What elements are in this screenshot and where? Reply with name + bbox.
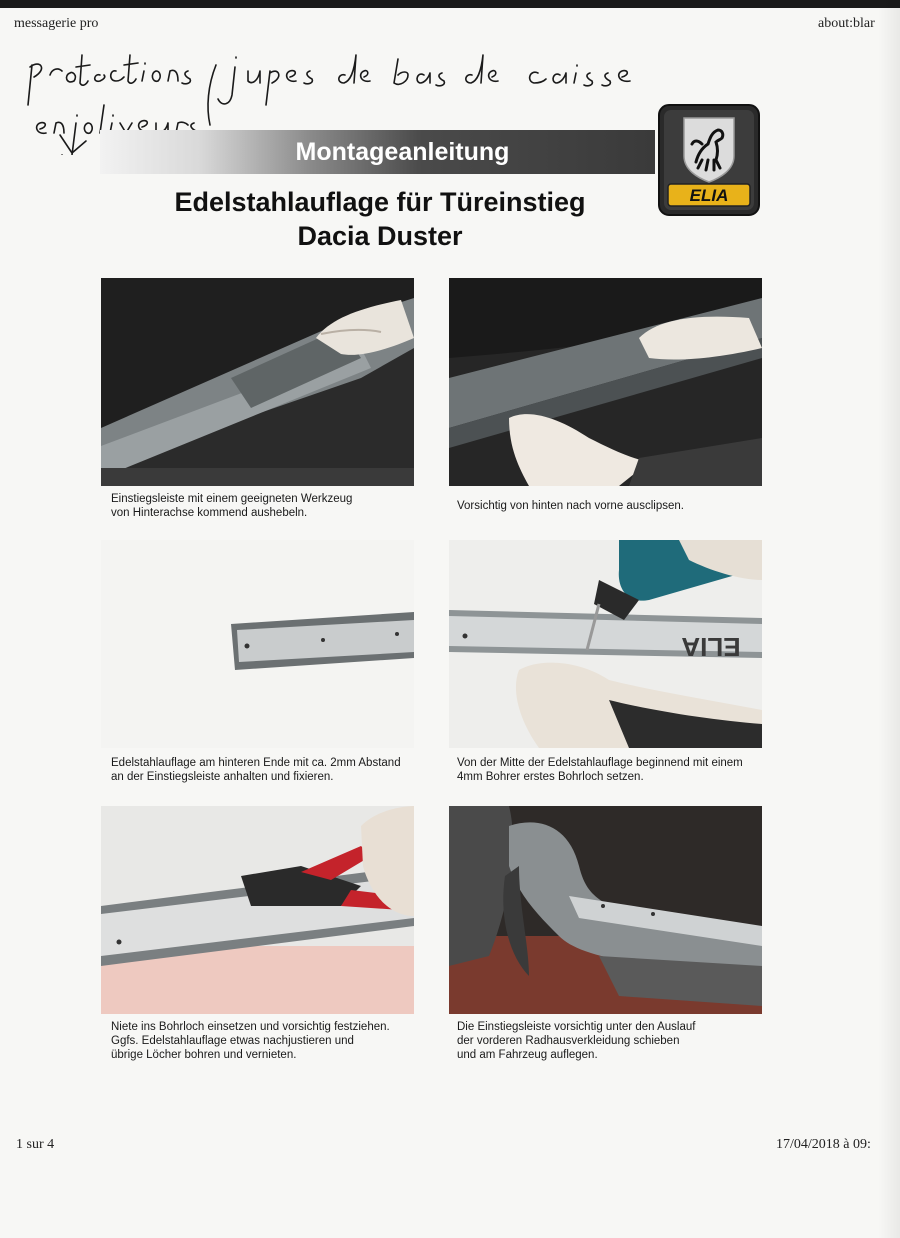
banner-title: Montageanleitung [295,137,510,166]
step-4-caption [457,756,777,784]
document-subtitle: Dacia Duster [297,221,463,251]
step-4-caption-line-1: Von der Mitte der Edelstahlauflage beginnend mit einem [457,757,743,769]
step-1-caption [111,492,431,520]
print-footer-page: 1 sur 4 [16,1137,55,1152]
step-6-photo [449,806,762,1014]
step-1-caption-line-2: von Hinterachse kommend aushebeln. [111,507,308,519]
step-5-caption-line-3: übrige Löcher bohren und vernieten. [111,1049,297,1061]
step-2-caption-line-1: Vorsichtig von hinten nach vorne ausclipsen. [457,500,684,512]
step-1-caption-line-1: Einstiegsleiste mit einem geeigneten Werkzeug [111,493,353,505]
print-footer-date: 17/04/2018 à 09: [776,1137,871,1152]
step-6-caption [457,1020,777,1062]
step-4-caption-line-2: 4mm Bohrer erstes Bohrloch setzen. [457,771,644,783]
step-5-caption [111,1020,431,1062]
step-3-caption-line-1: Edelstahlauflage am hinteren Ende mit ca. 2mm Abstand [111,757,401,769]
step-5-photo [101,806,414,1014]
step-6-caption-line-3: und am Fahrzeug auflegen. [457,1049,598,1061]
logo-text: ELIA [689,186,729,205]
step-5-caption-line-2: Ggfs. Edelstahlauflage etwas nachjustieren und [111,1035,354,1047]
step-1-photo [101,278,414,486]
step-5-caption-line-1: Niete ins Bohrloch einsetzen und vorsichtig festziehen. [111,1021,390,1033]
step-3-photo [101,540,414,748]
step-6-caption-line-2: der vorderen Radhausverkleidung schieben [457,1035,680,1047]
step-2-caption [457,499,777,513]
document-title: Edelstahlauflage für Türeinstieg [174,187,586,217]
step-6-caption-line-1: Die Einstiegsleiste vorsichtig unter den Auslauf [457,1021,696,1033]
print-header-left: messagerie pro [14,16,99,31]
elia-logo [658,104,760,216]
step-4-photo-logo-text: ELIA [681,632,741,662]
print-header-right: about:blar [818,16,875,31]
scan-top-edge [0,0,900,8]
step-2-photo [449,278,762,486]
step-4-photo [449,540,762,748]
step-3-caption-line-2: an der Einstiegsleiste anhalten und fixieren. [111,771,334,783]
scan-right-shadow [878,0,900,1238]
step-3-caption [111,756,431,784]
